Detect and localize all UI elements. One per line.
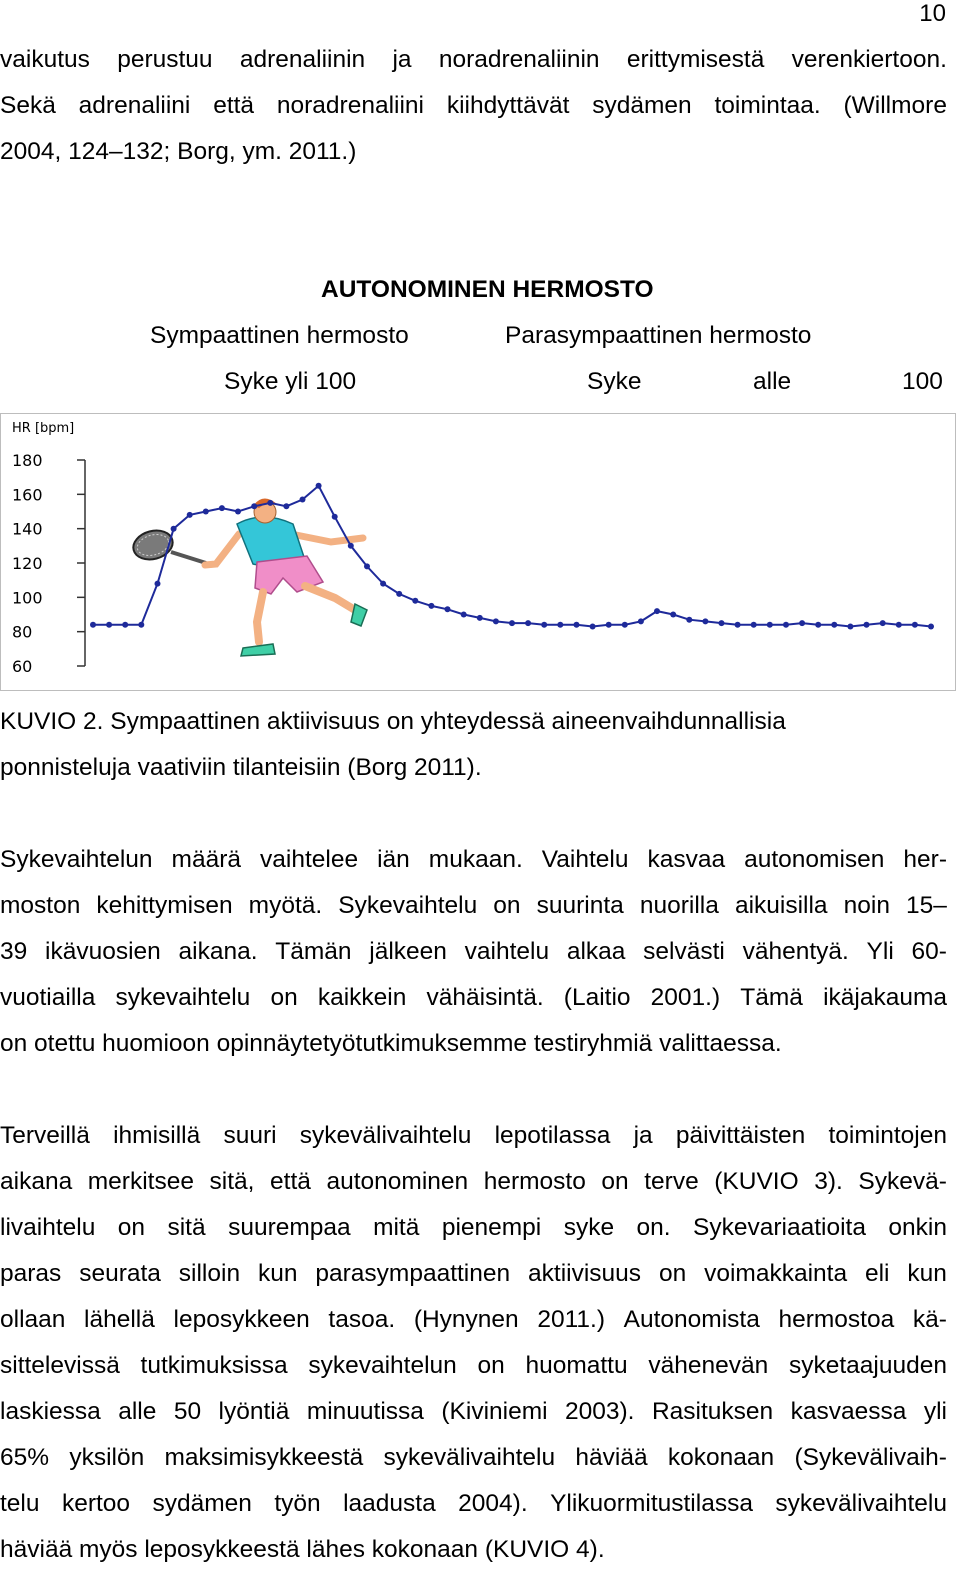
word: vaikutus — [0, 46, 90, 73]
heart-rate-point — [815, 622, 821, 628]
word: 2001.) — [650, 984, 721, 1011]
word: ja — [633, 1122, 653, 1149]
word: on — [493, 892, 521, 919]
y-tick-label: 140 — [12, 519, 43, 539]
word: kun — [257, 1260, 298, 1287]
para1-line — [0, 938, 947, 966]
para2-line — [0, 1398, 947, 1426]
word: 15– — [906, 892, 947, 919]
word: Vaihtelu — [541, 846, 629, 873]
para2-line — [0, 1490, 947, 1518]
heart-rate-point — [348, 543, 354, 549]
word: suurinta — [536, 892, 624, 919]
heart-rate-point — [171, 526, 177, 532]
heart-rate-point — [541, 622, 547, 628]
word: terve — [644, 1168, 699, 1195]
tennis-player-illustration — [130, 498, 367, 656]
word: kaikkein — [317, 984, 407, 1011]
sympathetic-label: Sympaattinen hermosto — [150, 322, 409, 349]
heart-rate-point — [332, 514, 338, 520]
para2-line — [0, 1168, 947, 1196]
heart-rate-point — [654, 608, 660, 614]
word: Sykevä- — [858, 1168, 947, 1195]
word: noradrenaliinin — [438, 46, 600, 73]
word: onkin — [888, 1214, 947, 1241]
word: maksimisykkeestä — [164, 1444, 364, 1471]
heart-rate-point — [702, 618, 708, 624]
heart-rate-point — [590, 624, 596, 630]
heart-rate-point — [847, 624, 853, 630]
heart-rate-point — [622, 622, 628, 628]
word: merkitsee — [87, 1168, 194, 1195]
word: alle — [118, 1398, 157, 1425]
word: aktiivisuus — [528, 1260, 642, 1287]
word: KUVIO 2. Sympaattinen aktiivisuus on yhteydessä aineenvaihdunnallisia — [0, 708, 786, 735]
parasympathetic-label: Parasympaattinen hermosto — [505, 322, 812, 349]
word: telu — [0, 1490, 40, 1517]
word: sitä — [167, 1214, 206, 1241]
parasympathetic-hr-word-1: Syke — [587, 368, 642, 395]
word: alkaa — [566, 938, 626, 965]
word: että — [213, 92, 255, 119]
heart-rate-point — [396, 591, 402, 597]
word: (Laitio — [563, 984, 631, 1011]
word: vuotiailla — [0, 984, 96, 1011]
word: Rasituksen — [651, 1398, 774, 1425]
sympathetic-hr-label: Syke yli 100 — [224, 368, 357, 395]
word: pienempi — [441, 1214, 542, 1241]
word: noin — [843, 892, 890, 919]
heart-rate-point — [509, 620, 515, 626]
word: iän — [377, 846, 410, 873]
parasympathetic-hr-word-2: alle — [753, 368, 792, 395]
word: 65% — [0, 1444, 50, 1471]
intro-line — [0, 46, 947, 74]
word: kä- — [912, 1306, 947, 1333]
para2-line — [0, 1352, 947, 1380]
word: yli — [923, 1398, 947, 1425]
word: 2004, 124–132; Borg, ym. 2011.) — [0, 138, 357, 165]
word: mukaan. — [428, 846, 523, 873]
word: autonomisen — [744, 846, 885, 873]
word: nuorilla — [639, 892, 719, 919]
word: Sykevaihtelun — [0, 846, 153, 873]
heart-rate-point — [670, 612, 676, 618]
heart-rate-point — [880, 620, 886, 626]
word: lepotilassa — [494, 1122, 611, 1149]
word: her- — [903, 846, 947, 873]
para2-line — [0, 1260, 947, 1288]
heart-rate-point — [364, 563, 370, 569]
word: kasvaessa — [790, 1398, 907, 1425]
word: vähenevän — [648, 1352, 769, 1379]
word: ollaan — [0, 1306, 66, 1333]
word: 60- — [911, 938, 947, 965]
word: seurata — [79, 1260, 161, 1287]
word: ikäjakauma — [823, 984, 947, 1011]
word: syketaajuuden — [788, 1352, 947, 1379]
word: myötä. — [248, 892, 323, 919]
word: mitä — [373, 1214, 420, 1241]
word: (Hynynen — [413, 1306, 519, 1333]
parasympathetic-hr-word-3: 100 — [902, 368, 943, 395]
word: parasympaattinen — [315, 1260, 511, 1287]
word: 39 — [0, 938, 28, 965]
word: vähentyä. — [742, 938, 849, 965]
word: (Kiviniemi — [441, 1398, 548, 1425]
para1-line — [0, 892, 947, 920]
para1-line — [0, 1030, 947, 1058]
word: erittymisestä — [626, 46, 765, 73]
heart-rate-point — [831, 622, 837, 628]
heart-rate-point — [557, 622, 563, 628]
word: aikuisilla — [734, 892, 828, 919]
word: Sykevariaatioita — [693, 1214, 866, 1241]
word: sykevälivaihtelu — [383, 1444, 556, 1471]
word: 2011.) — [537, 1306, 605, 1333]
word: moston — [0, 892, 81, 919]
heart-rate-point — [638, 618, 644, 624]
heart-rate-point — [783, 622, 789, 628]
diagram-title: AUTONOMINEN HERMOSTO — [321, 276, 654, 303]
para2-line — [0, 1214, 947, 1242]
word: ihmisillä — [113, 1122, 201, 1149]
word: sykevaihtelu — [115, 984, 251, 1011]
word: vähäisintä. — [426, 984, 544, 1011]
word: toimintaa. — [714, 92, 821, 119]
caption-line — [0, 754, 947, 782]
heart-rate-point — [122, 622, 128, 628]
para2-line — [0, 1536, 947, 1564]
y-tick-label: 100 — [12, 588, 43, 608]
word: huomattu — [525, 1352, 628, 1379]
word: 2004). — [458, 1490, 528, 1517]
heart-rate-point — [606, 622, 612, 628]
word: sydämen — [592, 92, 692, 119]
heart-rate-point — [719, 620, 725, 626]
word: ponnisteluja vaativiin tilanteisiin (Borg 2011). — [0, 754, 482, 781]
heart-rate-point — [428, 603, 434, 609]
word: kiihdyttävät — [446, 92, 570, 119]
word: (Sykevälivaih- — [794, 1444, 947, 1471]
word: yksilön — [69, 1444, 145, 1471]
intro-line — [0, 92, 947, 120]
word: leposykkeen — [173, 1306, 310, 1333]
word: 2003). — [565, 1398, 635, 1425]
word: suurempaa — [228, 1214, 351, 1241]
word: hermosto — [483, 1168, 586, 1195]
word: kun — [907, 1260, 947, 1287]
heart-rate-figure — [0, 413, 956, 691]
word: on otettu huomioon opinnäytetyötutkimuksemme testiryhmiä valittaessa. — [0, 1030, 782, 1057]
para1-line — [0, 846, 947, 874]
word: että — [270, 1168, 311, 1195]
word: syke — [563, 1214, 615, 1241]
word: aikana — [0, 1168, 73, 1195]
word: (Willmore — [843, 92, 947, 119]
heart-rate-point — [300, 497, 306, 503]
page-number: 10 — [919, 0, 946, 27]
word: on — [601, 1168, 629, 1195]
word: jälkeen — [369, 938, 447, 965]
heart-rate-point — [525, 620, 531, 626]
word: silloin — [178, 1260, 241, 1287]
heart-rate-point — [283, 503, 289, 509]
word: Yli — [866, 938, 894, 965]
word: Sekä — [0, 92, 56, 119]
word: Terveillä — [0, 1122, 90, 1149]
y-tick-label: 60 — [12, 657, 33, 676]
heart-rate-point — [493, 618, 499, 624]
word: lähellä — [84, 1306, 155, 1333]
word: on — [270, 984, 298, 1011]
word: eli — [864, 1260, 890, 1287]
word: adrenaliinin — [239, 46, 366, 73]
heart-rate-point — [138, 622, 144, 628]
word: kasvaa — [647, 846, 726, 873]
word: sydämen — [152, 1490, 252, 1517]
word: määrä — [171, 846, 241, 873]
word: Sykevaihtelu — [338, 892, 478, 919]
heart-rate-point — [106, 622, 112, 628]
word: kertoo — [61, 1490, 131, 1517]
word: toimintojen — [828, 1122, 947, 1149]
word: minuutissa — [306, 1398, 424, 1425]
heart-rate-point — [574, 622, 580, 628]
y-tick-label: 120 — [12, 554, 43, 573]
heart-rate-point — [896, 622, 902, 628]
para1-line — [0, 984, 947, 1012]
word: verenkiertoon. — [791, 46, 947, 73]
word: lyöntiä — [218, 1398, 290, 1425]
word: on — [477, 1352, 505, 1379]
heart-rate-point — [912, 622, 918, 628]
word: on — [658, 1260, 687, 1287]
word: 50 — [173, 1398, 202, 1425]
word: voimakkainta — [704, 1260, 848, 1287]
heart-rate-point — [412, 598, 418, 604]
heart-rate-point — [445, 606, 451, 612]
word: noradrenaliini — [276, 92, 424, 119]
y-axis-title: HR [bpm] — [12, 421, 75, 436]
caption-line — [0, 708, 947, 736]
word: aikana. — [178, 938, 258, 965]
word: 3). — [814, 1168, 843, 1195]
para2-line — [0, 1444, 947, 1472]
heart-rate-point — [187, 512, 193, 518]
word: Ylikuormitustilassa — [550, 1490, 753, 1517]
heart-rate-point — [767, 622, 773, 628]
word: työn — [274, 1490, 321, 1517]
heart-rate-chart — [1, 414, 954, 689]
y-tick-label: 180 — [12, 451, 43, 470]
word: Tämän — [275, 938, 352, 965]
word: laskiessa — [0, 1398, 101, 1425]
heart-rate-point — [686, 617, 692, 623]
word: on — [117, 1214, 146, 1241]
para2-line — [0, 1306, 947, 1334]
heart-rate-point — [155, 581, 161, 587]
heart-rate-point — [461, 612, 467, 618]
word: sittelevissä — [0, 1352, 120, 1379]
word: häviää myös leposykkeestä lähes kokonaan (KUVIO 4). — [0, 1536, 605, 1563]
word: sitä, — [209, 1168, 255, 1195]
intro-line — [0, 138, 947, 166]
word: kokonaan — [667, 1444, 775, 1471]
heart-rate-point — [203, 509, 209, 515]
word: on. — [636, 1214, 671, 1241]
word: kehittymisen — [96, 892, 233, 919]
word: laadusta — [343, 1490, 436, 1517]
word: suuri — [223, 1122, 277, 1149]
heart-rate-point — [751, 622, 757, 628]
y-tick-label: 160 — [12, 485, 43, 505]
word: päivittäisten — [675, 1122, 806, 1149]
word: livaihtelu — [0, 1214, 96, 1241]
word: ja — [392, 46, 412, 73]
word: vaihtelee — [260, 846, 359, 873]
word: ikävuosien — [45, 938, 161, 965]
y-tick-label: 80 — [12, 622, 33, 642]
word: (KUVIO — [714, 1168, 799, 1195]
word: Autonomista — [623, 1306, 760, 1333]
word: paras — [0, 1260, 62, 1287]
heart-rate-point — [267, 500, 273, 506]
para2-line — [0, 1122, 947, 1150]
word: vaihtelu — [464, 938, 550, 965]
heart-rate-point — [477, 615, 483, 621]
heart-rate-point — [90, 622, 96, 628]
heart-rate-point — [735, 622, 741, 628]
word: häviää — [575, 1444, 648, 1471]
heart-rate-point — [316, 483, 322, 489]
heart-rate-point — [928, 624, 934, 630]
word: hermostoa — [778, 1306, 895, 1333]
word: tasoa. — [328, 1306, 396, 1333]
heart-rate-point — [251, 503, 257, 509]
word: autonominen — [326, 1168, 469, 1195]
word: selvästi — [643, 938, 725, 965]
heart-rate-point — [219, 505, 225, 511]
word: Tämä — [740, 984, 803, 1011]
word: adrenaliini — [78, 92, 191, 119]
word: sykevälivaihtelu — [299, 1122, 472, 1149]
heart-rate-point — [864, 622, 870, 628]
heart-rate-point — [380, 581, 386, 587]
word: sykevälivaihtelu — [775, 1490, 947, 1517]
word: perustuu — [117, 46, 213, 73]
word: sykevaihtelun — [308, 1352, 457, 1379]
heart-rate-point — [235, 509, 241, 515]
heart-rate-point — [799, 620, 805, 626]
word: tutkimuksissa — [140, 1352, 288, 1379]
